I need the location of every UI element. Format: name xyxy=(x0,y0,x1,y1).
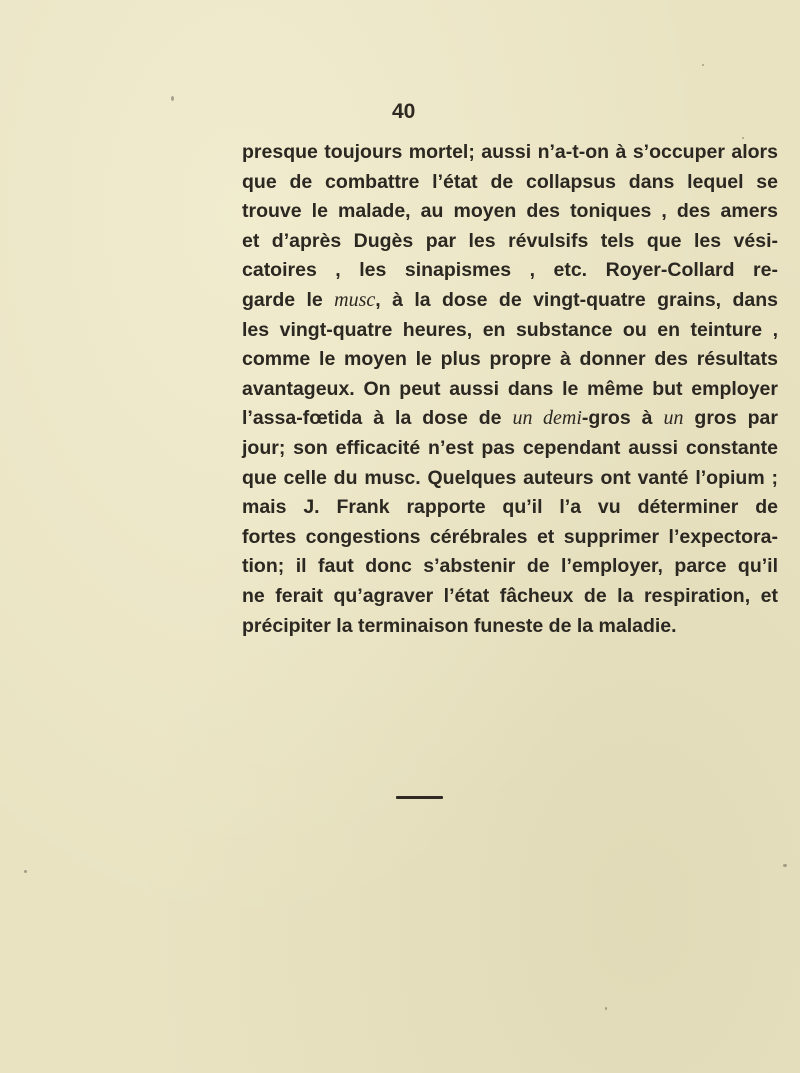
page-number: 40 xyxy=(392,100,416,123)
italic-un-demi: un demi xyxy=(512,407,582,430)
text-line-8: comme le moyen le plus propre à donner des résultats xyxy=(242,348,778,371)
text-line-7: les vingt-quatre heures, en substance ou en teinture , xyxy=(242,318,778,341)
text-line-5: catoires , les sinapismes , etc. Royer-Collard re- xyxy=(242,259,778,282)
paper-speck xyxy=(24,870,27,873)
text-line-6-before: garde le xyxy=(242,288,335,311)
text-line-10-a: l’assa-fœtida à la dose de xyxy=(242,407,513,430)
text-line-2: que de combattre l’état de collapsus dans lequel se xyxy=(242,170,778,193)
text-line-6 xyxy=(242,286,778,316)
text-line-13: mais J. Frank rapporte qu’il l’a vu déterminer de xyxy=(242,496,778,519)
text-line-15: tion; il faut donc s’abstenir de l’employer, parce qu’il xyxy=(242,555,778,578)
text-line-16: ne ferait qu’agraver l’état fâcheux de la respiration, et xyxy=(242,584,778,607)
text-line-9: avantageux. On peut aussi dans le même but employer xyxy=(242,377,778,400)
paper-speck xyxy=(702,64,704,66)
text-line-1: presque toujours mortel; aussi n’a-t-on à s’occuper alors xyxy=(242,141,778,163)
text-line-14: fortes congestions cérébrales et supprimer l’expectora- xyxy=(242,525,778,548)
text-line-10 xyxy=(242,404,778,434)
italic-musc: musc xyxy=(334,288,376,311)
text-line-17: précipiter la terminaison funeste de la maladie. xyxy=(242,614,677,637)
paper-speck xyxy=(605,1007,607,1010)
text-line-12: que celle du musc. Quelques auteurs ont vanté l’opium ; xyxy=(242,466,778,489)
end-rule-divider xyxy=(396,796,443,799)
text-line-11: jour; son efficacité n’est pas cependant aussi constante xyxy=(242,436,778,459)
paper-speck xyxy=(742,137,744,139)
paper-speck xyxy=(783,864,787,867)
text-line-10-b: -gros à xyxy=(581,407,664,430)
text-line-6-after: , à la dose de vingt-quatre grains, dans xyxy=(375,288,778,311)
body-paragraph xyxy=(242,138,778,641)
text-line-3: trouve le malade, au moyen des toniques , des amers xyxy=(242,200,778,223)
text-line-4: et d’après Dugès par les révulsifs tels que les vési- xyxy=(242,229,778,252)
italic-un: un xyxy=(663,407,684,430)
text-line-10-c: gros par xyxy=(683,407,778,430)
paper-speck xyxy=(171,96,174,101)
